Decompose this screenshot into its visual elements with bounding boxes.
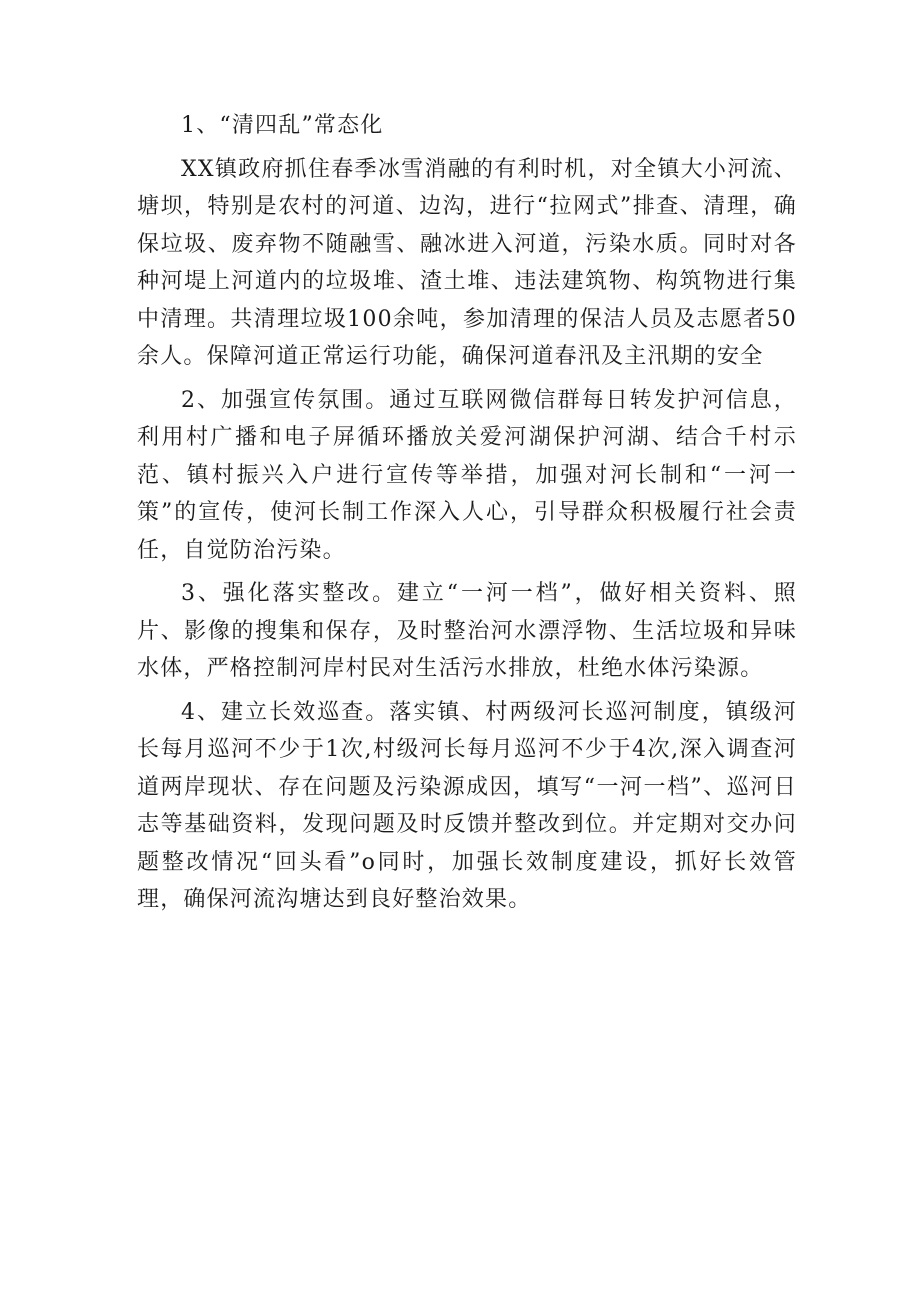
paragraph-publicity: 2、加强宣传氛围。通过互联网微信群每日转发护河信息，利用村广播和电子屏循环播放关爱河湖保护河湖、结合千村示范、镇村振兴入户进行宣传等举措，加强对河长制和“一河一策”的宣传，使河长制工作深入人心，引导群众积极履行社会责任，自觉防治污染。 (137, 387, 797, 563)
paragraph-cleanup: XX镇政府抓住春季冰雪消融的有利时机，对全镇大小河流、塘坝，特别是农村的河道、边沟，进行“拉网式”排查、清理，确保垃圾、废弃物不随融雪、融冰进入河道，污染水质。同时对各种河堤上河道内的垃圾堆、渣土堆、违法建筑物、构筑物进行集中清理。共清理垃圾100余吨，参加清理的保洁人员及志愿者50余人。保障河道正常运行功能，确保河道春汛及主汛期的安全 (137, 156, 797, 369)
document-body (137, 107, 797, 919)
paragraph-rectification: 3、强化落实整改。建立“一河一档”，做好相关资料、照片、影像的搜集和保存，及时整治河水漂浮物、生活垃圾和异味水体，严格控制河岸村民对生活污水排放，杜绝水体污染源。 (137, 581, 797, 681)
heading-qingsiluan: 1、“清四乱”常态化 (181, 113, 384, 138)
paragraph-patrol: 4、建立长效巡查。落实镇、村两级河长巡河制度，镇级河长每月巡河不少于1次,村级河长每月巡河不少于4次,深入调查河道两岸现状、存在问题及污染源成因，填写“一河一档”、巡河日志等基础资料，发现问题及时反馈并整改到位。并定期对交办问题整改情况“回头看”o同时，加强长效制度建设，抓好长效管理，确保河流沟塘达到良好整治效果。 (137, 699, 797, 912)
